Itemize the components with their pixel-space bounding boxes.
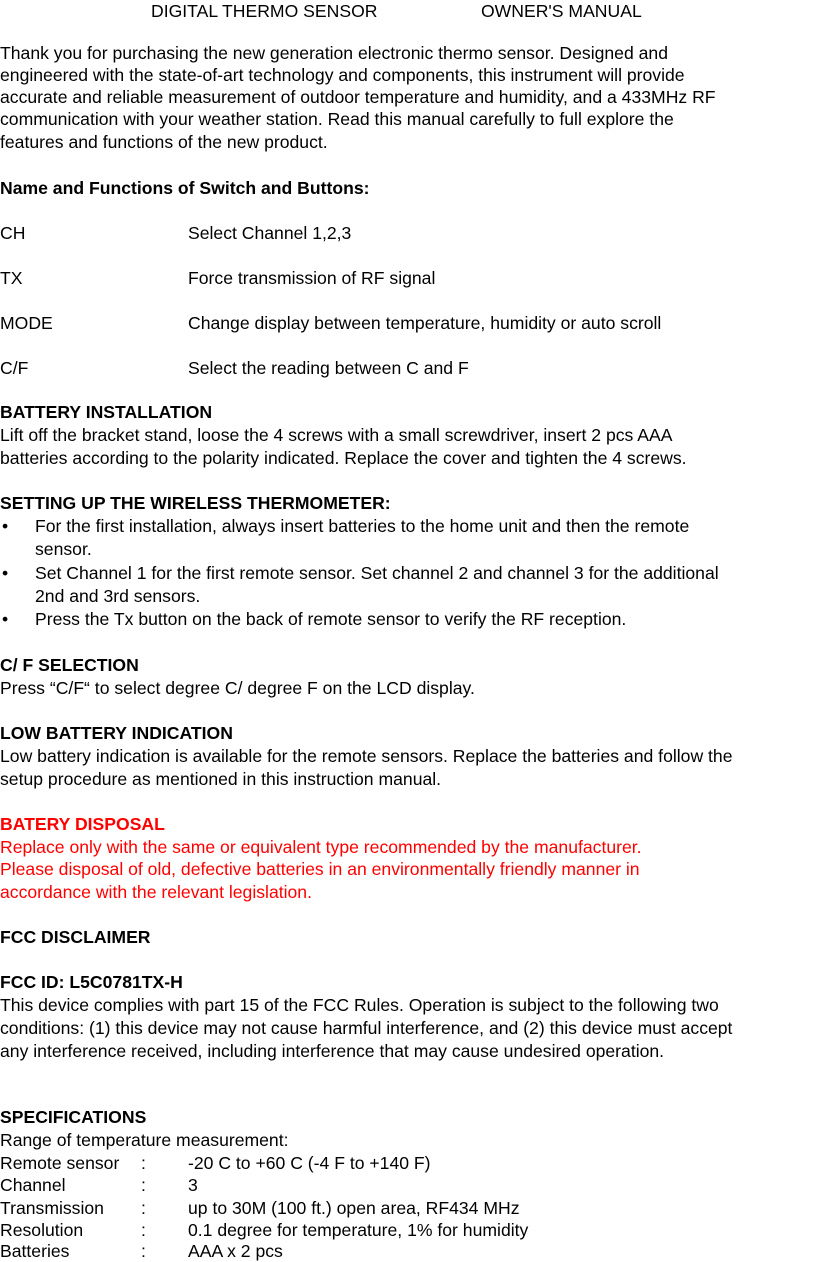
disposal-line: accordance with the relevant legislation. <box>0 882 312 902</box>
intro-line: Thank you for purchasing the new generation electronic thermo sensor. Designed and <box>0 43 668 63</box>
lowbat-heading: LOW BATTERY INDICATION <box>0 723 233 743</box>
button-key-mode: MODE <box>0 313 53 333</box>
intro-line: features and functions of the new product. <box>0 132 328 152</box>
button-key-cf: C/F <box>0 358 29 378</box>
spec-label: Resolution <box>0 1220 84 1240</box>
spec-separator: : <box>141 1153 146 1173</box>
button-desc-ch: Select Channel 1,2,3 <box>188 223 352 243</box>
bullet: • <box>2 516 9 536</box>
button-desc-cf: Select the reading between C and F <box>188 358 469 378</box>
fcc-line: any interference received, including interference that may cause undesired operation. <box>0 1041 665 1061</box>
spec-value: AAA x 2 pcs <box>188 1241 283 1261</box>
battery-line: Lift off the bracket stand, loose the 4 screws with a small screwdriver, insert 2 pcs AAA <box>0 425 673 445</box>
spec-label: Channel <box>0 1175 66 1195</box>
fcc-line: This device complies with part 15 of the FCC Rules. Operation is subject to the following two <box>0 995 719 1015</box>
spec-separator: : <box>141 1241 146 1261</box>
setup-line: Set Channel 1 for the first remote sensor. Set channel 2 and channel 3 for the additional <box>35 563 719 583</box>
specs-heading: SPECIFICATIONS <box>0 1107 147 1127</box>
spec-label: Transmission <box>0 1198 104 1218</box>
setup-line: For the first installation, always insert batteries to the home unit and then the remote <box>35 516 690 536</box>
intro-line: engineered with the state-of-art technology and components, this instrument will provide <box>0 65 685 85</box>
lowbat-line: setup procedure as mentioned in this instruction manual. <box>0 769 442 789</box>
spec-label: Remote sensor <box>0 1153 120 1173</box>
buttons-heading: Name and Functions of Switch and Buttons: <box>0 178 370 198</box>
battery-heading: BATTERY INSTALLATION <box>0 402 213 422</box>
header-title: DIGITAL THERMO SENSOR <box>151 1 378 21</box>
fcc-id: FCC ID: L5C0781TX-H <box>0 972 183 992</box>
intro-line: communication with your weather station. Read this manual carefully to full explore the <box>0 109 674 129</box>
bullet: • <box>2 609 9 629</box>
header-manual-label: OWNER'S MANUAL <box>481 1 642 21</box>
button-desc-tx: Force transmission of RF signal <box>188 268 436 288</box>
setup-line: 2nd and 3rd sensors. <box>35 586 201 606</box>
fcc-heading: FCC DISCLAIMER <box>0 927 151 947</box>
setup-heading: SETTING UP THE WIRELESS THERMOMETER: <box>0 493 391 513</box>
button-key-ch: CH <box>0 223 26 243</box>
setup-line: sensor. <box>35 539 92 559</box>
lowbat-line: Low battery indication is available for the remote sensors. Replace the batteries and follow the <box>0 746 733 766</box>
bullet: • <box>2 563 9 583</box>
spec-value: -20 C to +60 C (-4 F to +140 F) <box>188 1153 431 1173</box>
setup-line: Press the Tx button on the back of remote sensor to verify the RF reception. <box>35 609 627 629</box>
disposal-heading: BATERY DISPOSAL <box>0 814 165 834</box>
spec-separator: : <box>141 1198 146 1218</box>
fcc-line: conditions: (1) this device may not cause harmful interference, and (2) this device must accept <box>0 1018 733 1038</box>
disposal-line: Replace only with the same or equivalent type recommended by the manufacturer. <box>0 837 642 857</box>
spec-separator: : <box>141 1175 146 1195</box>
disposal-line: Please disposal of old, defective batteries in an environmentally friendly manner in <box>0 859 640 879</box>
spec-value: up to 30M (100 ft.) open area, RF434 MHz <box>188 1198 520 1218</box>
spec-label: Batteries <box>0 1241 70 1261</box>
battery-line: batteries according to the polarity indicated. Replace the cover and tighten the 4 screws. <box>0 448 687 468</box>
cf-heading: C/ F SELECTION <box>0 655 139 675</box>
button-key-tx: TX <box>0 268 23 288</box>
button-desc-mode: Change display between temperature, humidity or auto scroll <box>188 313 662 333</box>
spec-separator: : <box>141 1220 146 1240</box>
spec-value: 3 <box>188 1175 198 1195</box>
intro-line: accurate and reliable measurement of outdoor temperature and humidity, and a 433MHz RF <box>0 87 716 107</box>
specs-intro: Range of temperature measurement: <box>0 1130 289 1150</box>
cf-line: Press “C/F“ to select degree C/ degree F on the LCD display. <box>0 678 475 698</box>
spec-value: 0.1 degree for temperature, 1% for humidity <box>188 1220 529 1240</box>
